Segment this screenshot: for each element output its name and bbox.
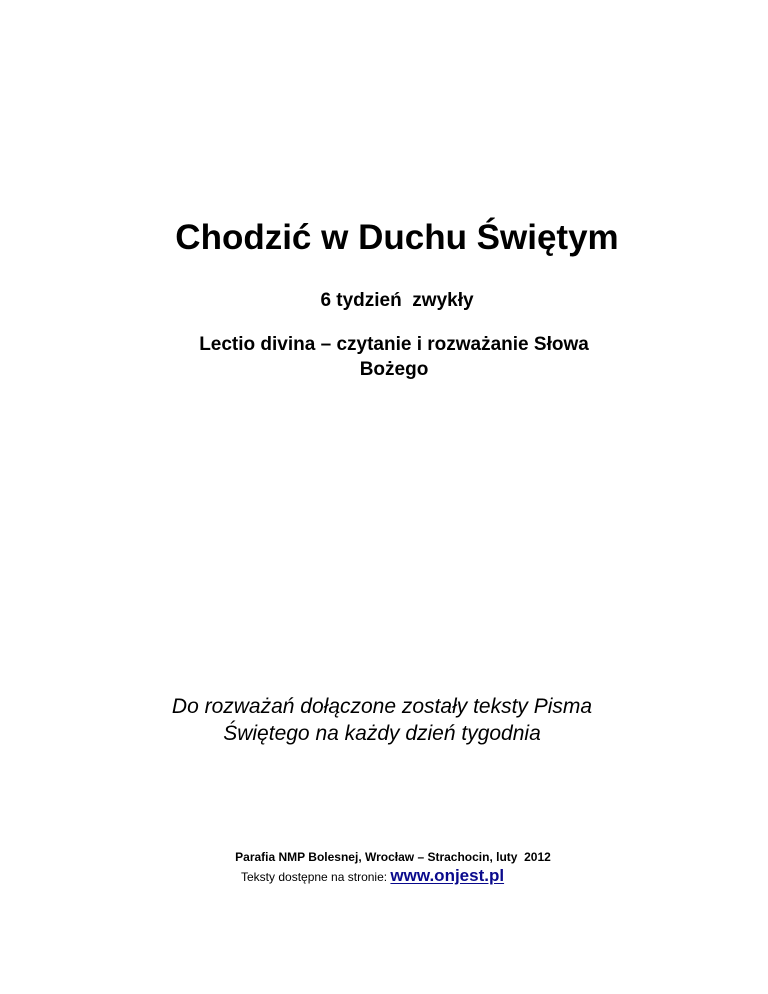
website-label: Teksty dostępne na stronie: (241, 870, 391, 884)
document-subtitle: 6 tydzień zwykły (320, 290, 474, 311)
lectio-divina-heading: Lectio divina – czytanie i rozważanie Słowa Bożego (199, 334, 589, 380)
parish-footer: Parafia NMP Bolesnej, Wrocław – Strachocin, luty 2012 (235, 850, 551, 864)
scripture-note: Do rozważań dołączone zostały teksty Pisma Świętego na każdy dzień tygodnia (171, 695, 593, 745)
website-link[interactable]: www.onjest.pl (390, 866, 505, 885)
website-line (241, 867, 504, 886)
document-title: Chodzić w Duchu Świętym (175, 218, 619, 257)
